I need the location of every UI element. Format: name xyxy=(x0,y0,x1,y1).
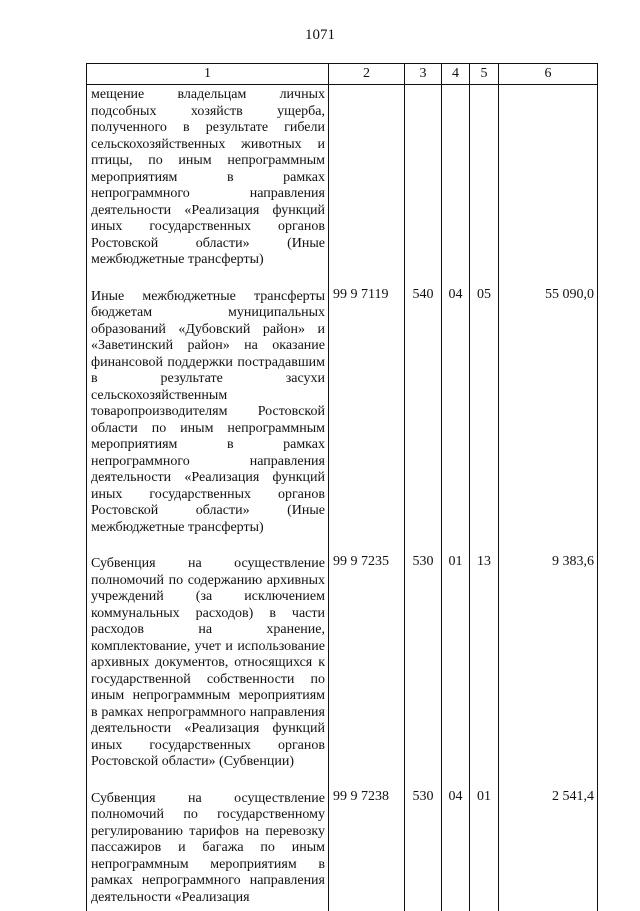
row-rz: 01 xyxy=(442,554,470,771)
row-pr xyxy=(470,85,499,269)
row-vr: 530 xyxy=(405,789,442,911)
header-col-5: 5 xyxy=(470,64,499,85)
table-row xyxy=(87,287,598,537)
row-description: мещение владельцам личных подсобных хозяйств ущерба, полученного в результате гибели сельскохозяйственных животных и птицы, по иным непрограммным мероприятиям в рамках непрограммного направления деятельности «Реализация функций иных государственных органов Ростовской области» (Иные межбюджетные трансферты) xyxy=(87,85,329,269)
row-code xyxy=(329,85,405,269)
row-description: Иные межбюджетные трансферты бюджетам муниципальных образований «Дубовский район» и «Заветинский район» на оказание финансовой поддержки пострадавшим в результате засухи сельскохозяйственным товаропроизводителям Ростовской области по иным непрограммным мероприятиям в рамках непрограммного направления деятельности «Реализация функций иных государственных органов Ростовской области» (Иные межбюджетные трансферты) xyxy=(87,287,329,537)
row-rz: 04 xyxy=(442,287,470,537)
row-vr xyxy=(405,85,442,269)
row-description: Субвенция на осуществление полномочий по содержанию архивных учреждений (за исключением коммунальных расходов) в части расходов на хранение, комплектование, учет и использование архивных документов, относящихся к государственной собственности по иным непрограммным мероприятиям в рамках непрограммного направления деятельности «Реализация функций иных государственных органов Ростовской области» (Субвенции) xyxy=(87,554,329,771)
row-amount: 2 541,4 xyxy=(499,789,598,911)
header-col-2: 2 xyxy=(329,64,405,85)
table-row xyxy=(87,789,598,911)
header-col-3: 3 xyxy=(405,64,442,85)
row-rz: 04 xyxy=(442,789,470,911)
row-pr: 05 xyxy=(470,287,499,537)
row-code: 99 9 7235 xyxy=(329,554,405,771)
row-vr: 530 xyxy=(405,554,442,771)
row-amount: 55 090,0 xyxy=(499,287,598,537)
row-code: 99 9 7238 xyxy=(329,789,405,911)
row-amount xyxy=(499,85,598,269)
row-pr: 13 xyxy=(470,554,499,771)
row-rz xyxy=(442,85,470,269)
row-amount: 9 383,6 xyxy=(499,554,598,771)
page-number: 1071 xyxy=(305,27,335,43)
header-col-4: 4 xyxy=(442,64,470,85)
header-col-6: 6 xyxy=(499,64,598,85)
row-description: Субвенция на осуществление полномочий по государственному регулированию тарифов на перевозку пассажиров и багажа по иным непрограммным мероприятиям в рамках непрограммного направления деятельности «Реализация xyxy=(87,789,329,911)
row-vr: 540 xyxy=(405,287,442,537)
budget-table xyxy=(86,63,598,911)
header-row xyxy=(87,64,598,85)
table-row xyxy=(87,85,598,269)
table-row xyxy=(87,554,598,771)
row-pr: 01 xyxy=(470,789,499,911)
header-col-1: 1 xyxy=(87,64,329,85)
row-code: 99 9 7119 xyxy=(329,287,405,537)
